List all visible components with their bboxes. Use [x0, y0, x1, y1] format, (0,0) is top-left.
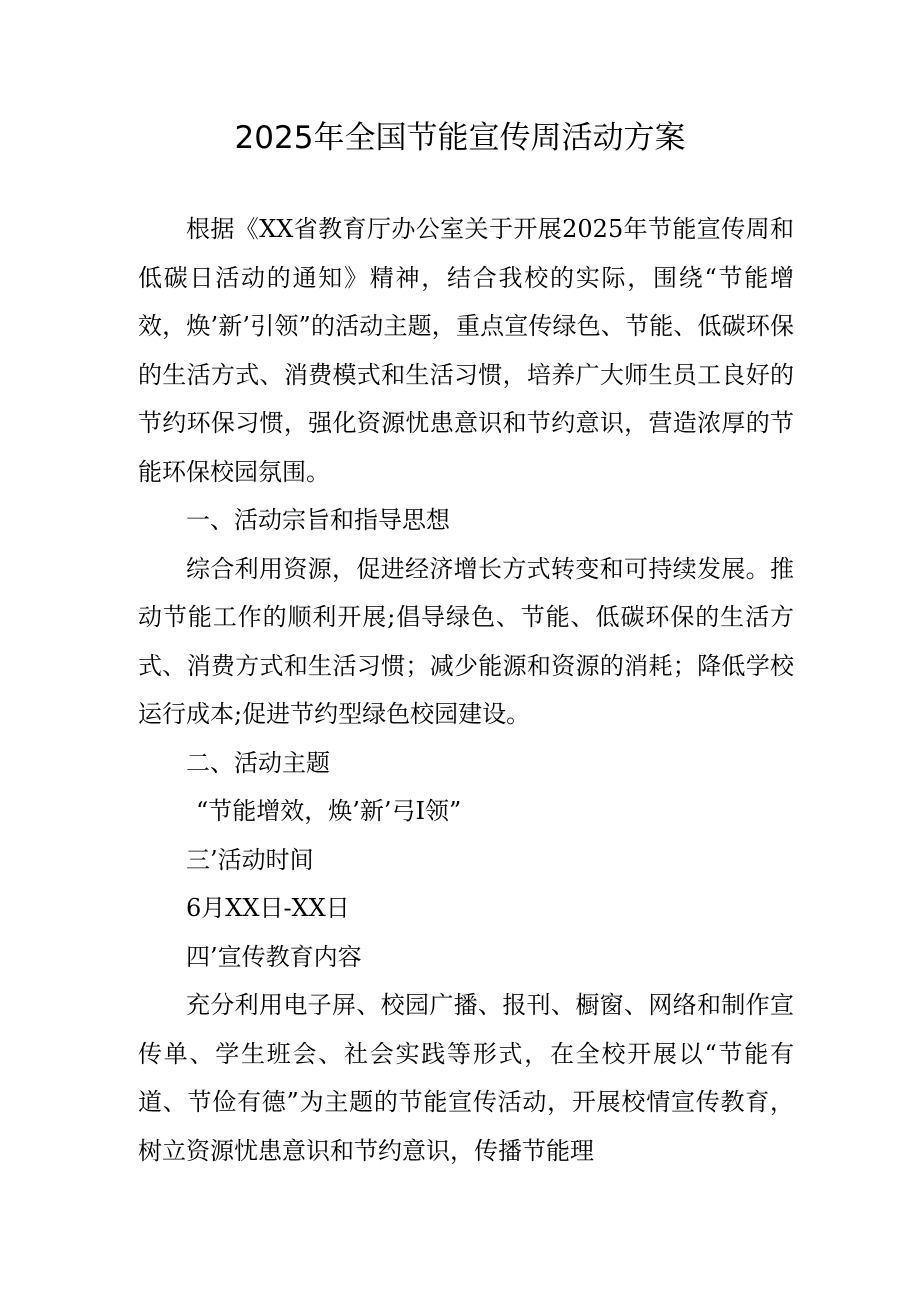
purpose-paragraph: 综合利用资源，促进经济增长方式转变和可持续发展。推动节能工作的顺利开展;倡导绿色、节能、低碳环保的生活方式、消费方式和生活习惯；减少能源和资源的消耗；降低学校运行成本;促进节约型绿色校园建设。: [138, 554, 794, 728]
section-heading-theme: 二、活动主题: [186, 748, 330, 777]
theme-text: “节能增效，焕’新’弓I领”: [196, 797, 462, 825]
document-body: [138, 205, 794, 1175]
intro-paragraph: 根据《XX省教育厅办公室关于开展2025年节能宣传周和低碳日活动的通知》精神，结合我校的实际，围绕“节能增效，焕’新’引领”的活动主题，重点宣传绿色、节能、低碳环保的生活方式、消费模式和生活习惯，培养广大师生员工良好的节约环保习惯，强化资源忧患意识和节约意识，营造浓厚的节能环保校园氛围。: [138, 215, 794, 486]
section-heading-content: 四’宣传教育内容: [186, 942, 362, 971]
document-title: 2025年全国节能宣传周活动方案: [234, 120, 686, 156]
section-heading-purpose: 一、活动宗旨和指导思想: [186, 506, 450, 534]
activity-date: 6月XX日-XX日: [186, 894, 350, 922]
content-paragraph: 充分利用电子屏、校园广播、报刊、橱窗、网络和制作宣传单、学生班会、社会实践等形式，在全校开展以“节能有道、节俭有德”为主题的节能宣传活动，开展校情宣传教育，树立资源忧患意识和节约意识，传播节能理: [138, 991, 794, 1165]
section-heading-time: 三’活动时间: [186, 845, 314, 874]
